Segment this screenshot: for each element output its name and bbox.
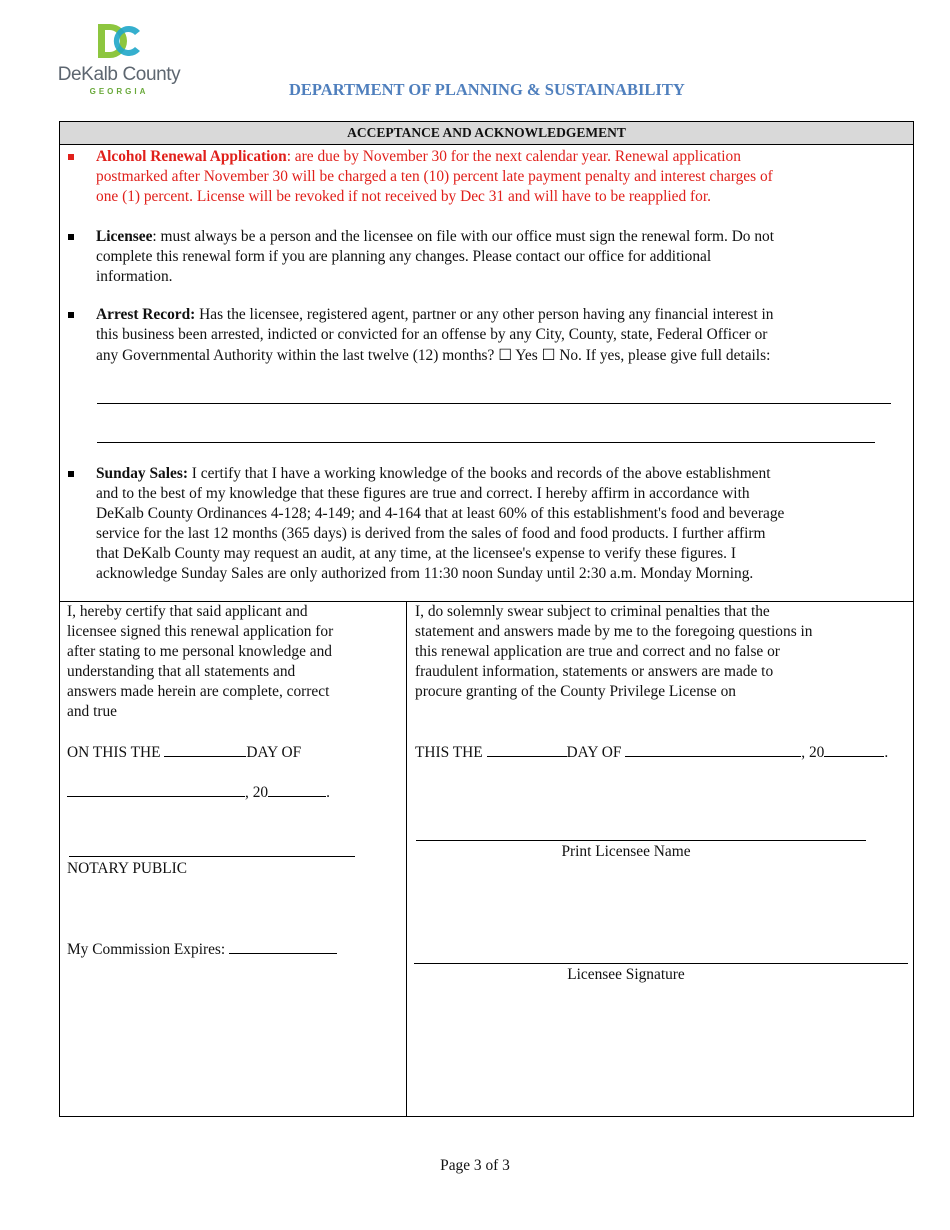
item-label: Arrest Record: [96,306,196,323]
commission-expires-field[interactable] [229,939,337,954]
arrest-record-item [96,305,906,366]
print-licensee-name-label: Print Licensee Name [561,843,691,860]
notary-month-year-line [67,782,330,803]
signature-line[interactable] [414,963,908,964]
this-the-label: THIS THE [415,744,487,761]
notary-year-field[interactable] [268,782,326,797]
item-text: postmarked after November 30 will be charged a ten (10) percent late payment penalty and interest charges of [96,168,773,185]
item-text: one (1) percent. License will be revoked if not received by Dec 31 and will have to be reapplied for. [96,188,711,205]
bullet-icon [68,471,74,477]
arrest-details-line-1[interactable] [97,403,891,404]
item-text: service for the last 12 months (365 days) is derived from the sales of food and food products. I further affirm [96,525,766,542]
item-text: this business been arrested, indicted or convicted for an offense by any City, County, state, Federal Officer or [96,326,768,343]
item-text: Has the licensee, registered agent, partner or any other person having any financial interest in [195,306,774,323]
item-text: : are due by November 30 for the next calendar year. Renewal application [286,148,741,165]
item-text: complete this renewal form if you are planning any changes. Please contact our office for additional [96,248,712,265]
dekalb-county-logo [56,22,182,98]
day-of-label: DAY OF [566,744,626,761]
licensee-item [96,227,906,287]
alcohol-renewal-item [96,147,906,207]
bullet-icon [68,234,74,240]
item-label: Licensee [96,228,153,245]
swear-line: procure granting of the County Privilege License on [415,683,736,700]
item-text: acknowledge Sunday Sales are only authorized from 11:30 noon Sunday until 2:30 a.m. Monday Morning. [96,565,754,582]
bullet-icon [68,154,74,160]
logo-state-name: GEORGIA [89,87,149,96]
notary-public-label: NOTARY PUBLIC [67,860,188,877]
arrest-yes-checkbox[interactable]: ☐ Yes [498,347,538,364]
acknowledgement-items [60,145,913,602]
item-text: I certify that I have a working knowledge of the books and records of the above establishment [187,465,771,482]
certify-line: answers made herein are complete, correct [67,683,330,700]
swear-line: I, do solemnly swear subject to criminal penalties that the [415,603,770,620]
department-title: DEPARTMENT OF PLANNING & SUSTAINABILITY [289,80,685,99]
notary-certify-text [67,602,397,722]
licensee-year-field[interactable] [824,742,884,757]
on-this-the-label: ON THIS THE [67,744,165,761]
commission-label: My Commission Expires: [67,941,230,958]
item-text: any Governmental Authority within the last twelve (12) months? [96,347,495,364]
item-text: that DeKalb County may request an audit, at any time, at the licensee's expense to verify these figures. I [96,545,736,562]
year-prefix: , 20 [801,744,825,761]
print-name-line[interactable] [416,840,866,841]
day-of-label: DAY OF [246,744,302,761]
bullet-icon [68,312,74,318]
arrest-details-line-2[interactable] [97,442,875,443]
signature-section [60,602,913,1117]
swear-line: statement and answers made by me to the foregoing questions in [415,623,813,640]
notary-day-field[interactable] [164,742,246,757]
certify-line: licensee signed this renewal application for [67,623,334,640]
year-suffix: . [326,784,330,801]
swear-line: fraudulent information, statements or answers are made to [415,663,774,680]
column-divider [406,602,407,1117]
item-text: and to the best of my knowledge that these figures are true and correct. I hereby affirm in accordance with [96,485,750,502]
certify-line: and true [67,703,117,720]
commission-line [67,939,337,960]
licensee-swear-text [415,602,905,702]
section-title: ACCEPTANCE AND ACKNOWLEDGEMENT [60,122,913,145]
dc-logo-icon [96,22,144,60]
year-prefix: , 20 [245,784,269,801]
certify-line: after stating to me personal knowledge and [67,643,332,660]
notary-date-line [67,742,301,763]
licensee-signature-label: Licensee Signature [567,966,685,983]
item-text: DeKalb County Ordinances 4-128; 4-149; and 4-164 that at least 60% of this establishment's food and beverage [96,505,785,522]
arrest-no-checkbox[interactable]: ☐ No. [541,347,582,364]
certify-line: understanding that all statements and [67,663,296,680]
notary-signature-line[interactable] [69,856,355,857]
logo-county-name: DeKalb County [57,64,181,85]
details-prompt: If yes, please give full details: [581,347,771,364]
item-text: : must always be a person and the licensee on file with our office must sign the renewal form. Do not [152,228,775,245]
item-label: Alcohol Renewal Application [96,148,287,165]
licensee-month-field[interactable] [625,742,801,757]
licensee-day-field[interactable] [487,742,567,757]
certify-line: I, hereby certify that said applicant and [67,603,308,620]
licensee-date-line [415,742,888,763]
item-label: Sunday Sales: [96,465,188,482]
sunday-sales-item [96,464,906,584]
page-number: Page 3 of 3 [440,1157,510,1174]
acknowledgement-form [59,121,914,1117]
notary-month-field[interactable] [67,782,245,797]
item-text: information. [96,268,173,285]
year-suffix: . [884,744,889,761]
swear-line: this renewal application are true and correct and no false or [415,643,780,660]
